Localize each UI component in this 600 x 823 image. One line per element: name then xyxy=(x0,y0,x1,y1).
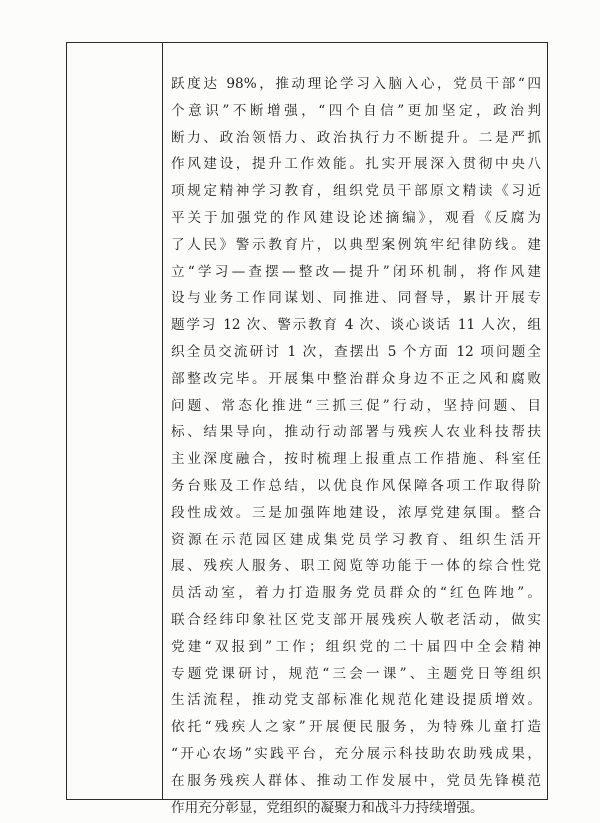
text-line: 立“学习—查摆—整改—提升”闭环机制，将作风建 xyxy=(171,263,541,280)
text-line: “开心农场”实践平台，充分展示科技助农助残成果， xyxy=(171,745,541,762)
table-left-column xyxy=(67,43,163,799)
text-line: 织全员交流研讨 1 次，查摆出 5 个方面 12 项问题全 xyxy=(171,343,541,360)
text-line: 了人民》警示教育片，以典型案例筑牢纪律防线。建 xyxy=(171,236,541,253)
text-line: 员活动室，着力打造服务党员群众的“红色阵地”。 xyxy=(171,585,541,602)
text-line: 依托“残疾人之家”开展便民服务，为特殊儿童打造 xyxy=(171,719,541,736)
text-line: 问题、常态化推进“三抓三促”行动，坚持问题、目 xyxy=(171,397,541,414)
text-line: 展、残疾人服务、职工阅览等功能于一体的综合性党 xyxy=(171,558,541,575)
text-line: 个意识”不断增强，“四个自信”更加坚定，政治判 xyxy=(171,102,541,119)
text-line: 部整改完毕。开展集中整治群众身边不正之风和腐败 xyxy=(171,370,541,387)
text-line: 生活流程，推动党支部标准化规范化建设提质增效。 xyxy=(171,692,541,709)
text-line: 项规定精神学习教育，组织党员干部原文精读《习近 xyxy=(171,183,541,200)
text-line: 标、结果导向，推动行动部署与残疾人农业科技帮扶 xyxy=(171,424,541,441)
text-line: 题学习 12 次、警示教育 4 次、谈心谈话 11 人次，组 xyxy=(171,317,541,334)
text-line: 专题党课研讨，规范“三会一课”、主题党日等组织 xyxy=(171,665,541,682)
text-line: 作用充分彰显，党组织的凝聚力和战斗力持续增强。 xyxy=(171,799,484,816)
text-line: 在服务残疾人群体、推动工作发展中，党员先锋模范 xyxy=(171,772,541,789)
body-text xyxy=(171,71,541,821)
text-line: 主业深度融合，按时梳理上报重点工作措施、科室任 xyxy=(171,451,541,468)
text-line: 平关于加强党的作风建设论述摘编》，观看《反腐为 xyxy=(171,209,541,226)
text-line: 务台账及工作总结，以优良作风保障各项工作取得阶 xyxy=(171,477,541,494)
text-line: 断力、政治领悟力、政治执行力不断提升。二是严抓 xyxy=(171,129,541,146)
text-line: 作风建设，提升工作效能。扎实开展深入贯彻中央八 xyxy=(171,156,541,173)
text-line: 党建“双报到”工作；组织党的二十届四中全会精神 xyxy=(171,638,541,655)
text-line: 设与业务工作同谋划、同推进、同督导，累计开展专 xyxy=(171,290,541,307)
text-line: 跃度达 98%，推动理论学习入脑入心，党员干部“四 xyxy=(171,76,541,92)
text-line: 资源在示范园区建成集党员学习教育、组织生活开 xyxy=(171,531,541,548)
text-line: 段性成效。三是加强阵地建设，浓厚党建氛围。整合 xyxy=(171,504,541,521)
text-line: 联合经纬印象社区党支部开展残疾人敬老活动，做实 xyxy=(171,611,541,628)
table-frame xyxy=(66,42,548,816)
